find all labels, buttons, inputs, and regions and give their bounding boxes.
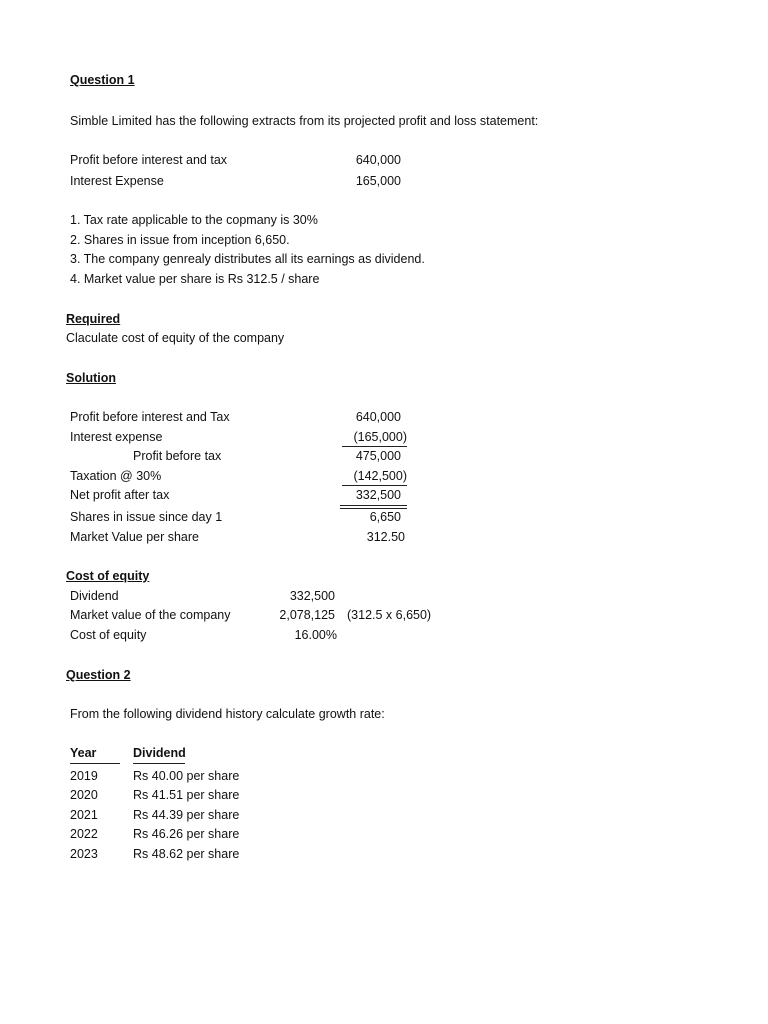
table-row-year: 2022 (70, 827, 98, 841)
table-row-dividend: Rs 40.00 per share (133, 769, 240, 783)
coe-row-label: Market value of the company (70, 608, 231, 622)
note-item: 4. Market value per share is Rs 312.5 / share (70, 272, 320, 286)
solution-row-label: Interest expense (70, 430, 163, 444)
required-text: Claculate cost of equity of the company (66, 331, 285, 345)
solution-row-label: Profit before tax (133, 449, 222, 463)
double-total-line (340, 505, 407, 506)
question-2-intro: From the following dividend history calculate growth rate: (70, 707, 385, 721)
solution-row-label: Market Value per share (70, 530, 199, 544)
table-row-year: 2021 (70, 808, 98, 822)
solution-row-value: 640,000 (355, 410, 401, 424)
subtotal-line (342, 485, 407, 486)
coe-row-label: Cost of equity (70, 628, 147, 642)
note-item: 3. The company genrealy distributes all its earnings as dividend. (70, 252, 425, 266)
solution-row-label: Shares in issue since day 1 (70, 510, 223, 524)
table-row-dividend: Rs 44.39 per share (133, 808, 240, 822)
header-underline (70, 763, 120, 764)
note-item: 1. Tax rate applicable to the copmany is 30% (70, 213, 318, 227)
solution-row-value: 6,650 (369, 510, 401, 524)
solution-row-value: (142,500) (353, 469, 407, 483)
table-row-dividend: Rs 41.51 per share (133, 788, 240, 802)
table-row-dividend: Rs 48.62 per share (133, 847, 240, 861)
coe-row-value: 16.00% (294, 628, 337, 642)
coe-row-value: 2,078,125 (279, 608, 335, 622)
year-column-header: Year (70, 746, 97, 760)
required-heading: Required (66, 312, 121, 326)
solution-row-label: Net profit after tax (70, 488, 170, 502)
header-underline (133, 763, 185, 764)
solution-heading: Solution (66, 371, 116, 385)
note-item: 2. Shares in issue from inception 6,650. (70, 233, 290, 247)
solution-row-value: 312.50 (366, 530, 405, 544)
table-row-year: 2020 (70, 788, 98, 802)
extract-label: Profit before interest and tax (70, 153, 228, 167)
solution-row-value: 475,000 (355, 449, 401, 463)
extract-label: Interest Expense (70, 174, 164, 188)
solution-row-value: (165,000) (353, 430, 407, 444)
coe-row-label: Dividend (70, 589, 119, 603)
coe-row-value: 332,500 (289, 589, 335, 603)
table-row-dividend: Rs 46.26 per share (133, 827, 240, 841)
extract-value: 640,000 (355, 153, 401, 167)
cost-of-equity-heading: Cost of equity (66, 569, 150, 583)
solution-row-label: Profit before interest and Tax (70, 410, 230, 424)
subtotal-line (342, 446, 407, 447)
question-2-heading: Question 2 (66, 668, 131, 682)
coe-row-note: (312.5 x 6,650) (347, 608, 432, 622)
dividend-column-header: Dividend (133, 746, 186, 760)
extract-value: 165,000 (355, 174, 401, 188)
question-1-intro: Simble Limited has the following extracts from its projected profit and loss statement: (70, 114, 539, 128)
solution-row-value: 332,500 (355, 488, 401, 502)
table-row-year: 2019 (70, 769, 98, 783)
question-1-heading: Question 1 (70, 73, 135, 87)
table-row-year: 2023 (70, 847, 98, 861)
solution-row-label: Taxation @ 30% (70, 469, 162, 483)
